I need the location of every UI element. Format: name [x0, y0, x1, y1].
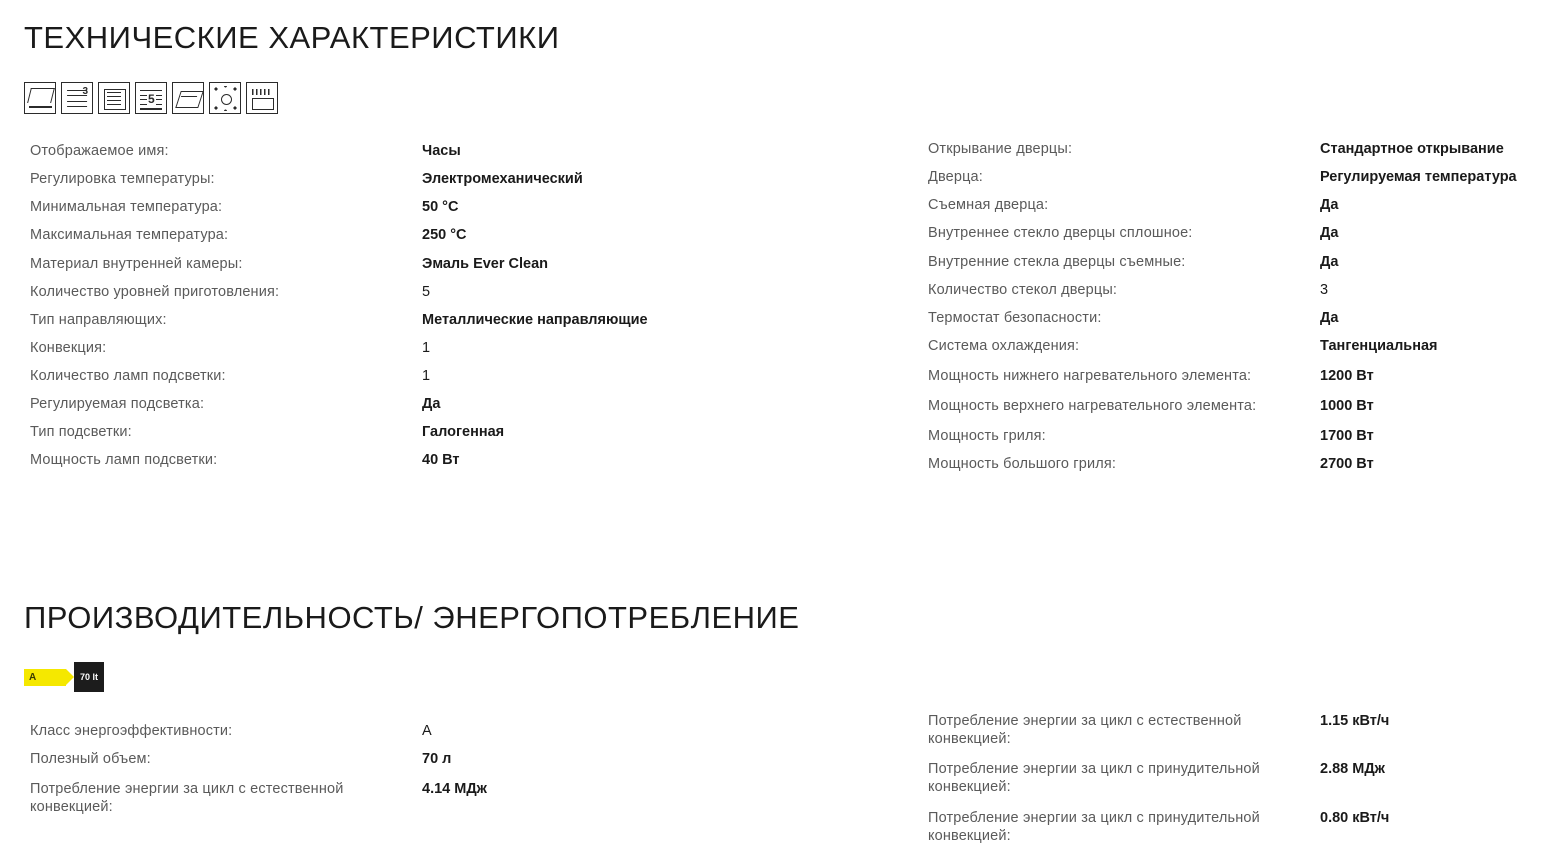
spec-value: Да [422, 396, 441, 413]
spec-label: Регулируемая подсветка: [30, 396, 205, 413]
spec-row [928, 367, 1528, 385]
spec-row [928, 760, 1528, 796]
spec-row [30, 170, 910, 188]
telescopic-shelf-icon [172, 82, 204, 114]
spec-row [928, 309, 1528, 327]
spec-label: Количество стекол дверцы: [928, 281, 1118, 298]
spec-label: Потребление энергии за цикл с принудительной конвекцией: [928, 761, 1260, 796]
spec-label: Мощность нижнего нагревательного элемента: [928, 368, 1252, 384]
cooking-levels-5-label: 5 [148, 92, 155, 106]
spec-value: 3 [1320, 281, 1329, 298]
spec-label: Термостат безопасности: [928, 309, 1102, 326]
spec-row [30, 198, 910, 216]
spec-value: 0.80 кВт/ч [1320, 809, 1390, 826]
spec-value: Галогенная [422, 424, 505, 441]
spec-label: Дверца: [928, 169, 983, 186]
cooking-levels-5-icon [135, 82, 167, 114]
convection-fan-icon [209, 82, 241, 114]
spec-row [30, 780, 910, 816]
spec-row [928, 397, 1528, 415]
volume-badge-label: 70 lt [79, 672, 98, 682]
spec-label: Конвекция: [30, 339, 107, 356]
spec-label: Материал внутренней камеры: [30, 255, 243, 272]
spec-value: Стандартное открывание [1320, 141, 1504, 157]
spec-value: 1 [422, 368, 431, 384]
spec-value: 1 [422, 339, 431, 356]
spec-label: Отображаемое имя: [30, 143, 169, 159]
spec-label: Класс энергоэффективности: [30, 723, 233, 739]
spec-row [928, 253, 1528, 271]
spec-value: Металлические направляющие [422, 311, 648, 328]
spec-label: Мощность верхнего нагревательного элемента: [928, 398, 1257, 415]
spec-label: Количество уровней приготовления: [30, 283, 280, 300]
spec-value: Да [1320, 309, 1339, 326]
spec-row [928, 427, 1528, 445]
spec-label: Внутренние стекла дверцы съемные: [928, 253, 1186, 270]
spec-row [928, 140, 1528, 158]
spec-row [928, 196, 1528, 214]
spec-label: Регулировка температуры: [30, 171, 215, 188]
spec-value: 70 л [422, 751, 452, 768]
oven-door-icon [24, 82, 56, 114]
spec-row [30, 283, 910, 301]
spec-label: Открывание дверцы: [928, 141, 1073, 157]
spec-value: 2700 Вт [1320, 456, 1374, 473]
spec-row [30, 395, 910, 413]
tech-spec-column-right [928, 140, 1528, 484]
spec-value: Электромеханический [422, 171, 583, 188]
spec-value: 50 °C [422, 199, 459, 216]
spec-row [928, 712, 1528, 748]
energy-badge-strip [24, 662, 104, 692]
spec-row [30, 226, 910, 244]
spec-label: Внутреннее стекло дверцы сплошное: [928, 225, 1193, 242]
spec-value: 4.14 МДж [422, 781, 487, 798]
energy-class-label: A [29, 671, 37, 683]
spec-label: Мощность большого гриля: [928, 456, 1117, 473]
spec-label: Минимальная температура: [30, 199, 223, 216]
spec-value: 2.88 МДж [1320, 761, 1385, 778]
volume-badge [74, 662, 104, 692]
spec-value: 1700 Вт [1320, 428, 1374, 445]
spec-value: Эмаль Ever Clean [422, 255, 549, 272]
spec-row [928, 809, 1528, 845]
spec-label: Потребление энергии за цикл с принудительной конвекцией: [928, 809, 1260, 844]
spec-value: 1200 Вт [1320, 368, 1374, 384]
spec-row [30, 367, 910, 385]
spec-row [30, 339, 910, 357]
spec-value: Да [1320, 225, 1339, 242]
cooking-levels-3-label: 3 [82, 86, 88, 97]
spec-value: 5 [422, 283, 431, 300]
spec-row [30, 142, 910, 160]
spec-value: Да [1320, 253, 1339, 270]
spec-row [30, 451, 910, 469]
performance-column-right [928, 712, 1528, 857]
spec-value: 1000 Вт [1320, 398, 1374, 415]
spec-label: Количество ламп подсветки: [30, 368, 226, 384]
spec-value: Да [1320, 197, 1339, 214]
spec-label: Потребление энергии за цикл с естественной конвекцией: [928, 713, 1242, 748]
spec-row [928, 337, 1528, 355]
cavity-icon [98, 82, 130, 114]
spec-value: Регулируемая температура [1320, 169, 1517, 186]
spec-label: Полезный объем: [30, 751, 151, 768]
spec-label: Мощность ламп подсветки: [30, 452, 218, 469]
performance-column-left [30, 722, 910, 829]
spec-row [928, 455, 1528, 473]
spec-value: 40 Вт [422, 452, 460, 469]
feature-icon-strip [24, 82, 278, 114]
spec-label: Потребление энергии за цикл с естественной конвекцией: [30, 781, 344, 816]
page-title-technical-specifications: ТЕХНИЧЕСКИЕ ХАРАКТЕРИСТИКИ [24, 20, 560, 55]
cooking-levels-3-icon [61, 82, 93, 114]
spec-label: Тип направляющих: [30, 311, 167, 328]
grill-element-icon [246, 82, 278, 114]
spec-value: 1.15 кВт/ч [1320, 713, 1390, 729]
spec-label: Система охлаждения: [928, 337, 1080, 354]
spec-row [30, 255, 910, 273]
spec-row [928, 281, 1528, 299]
spec-row [30, 423, 910, 441]
energy-class-badge [24, 669, 66, 686]
spec-row [928, 168, 1528, 186]
tech-spec-column-left [30, 142, 910, 480]
spec-label: Мощность гриля: [928, 428, 1046, 445]
spec-value: Тангенциальная [1320, 337, 1438, 354]
spec-row [30, 311, 910, 329]
spec-value: A [422, 723, 432, 739]
spec-label: Тип подсветки: [30, 424, 132, 441]
spec-row [30, 722, 910, 740]
spec-value: Часы [422, 143, 461, 159]
spec-label: Максимальная температура: [30, 227, 229, 244]
spec-row [928, 224, 1528, 242]
spec-row [30, 750, 910, 768]
spec-value: 250 °C [422, 227, 467, 244]
spec-label: Съемная дверца: [928, 197, 1049, 214]
page-title-performance: ПРОИЗВОДИТЕЛЬНОСТЬ/ ЭНЕРГОПОТРЕБЛЕНИЕ [24, 600, 800, 635]
